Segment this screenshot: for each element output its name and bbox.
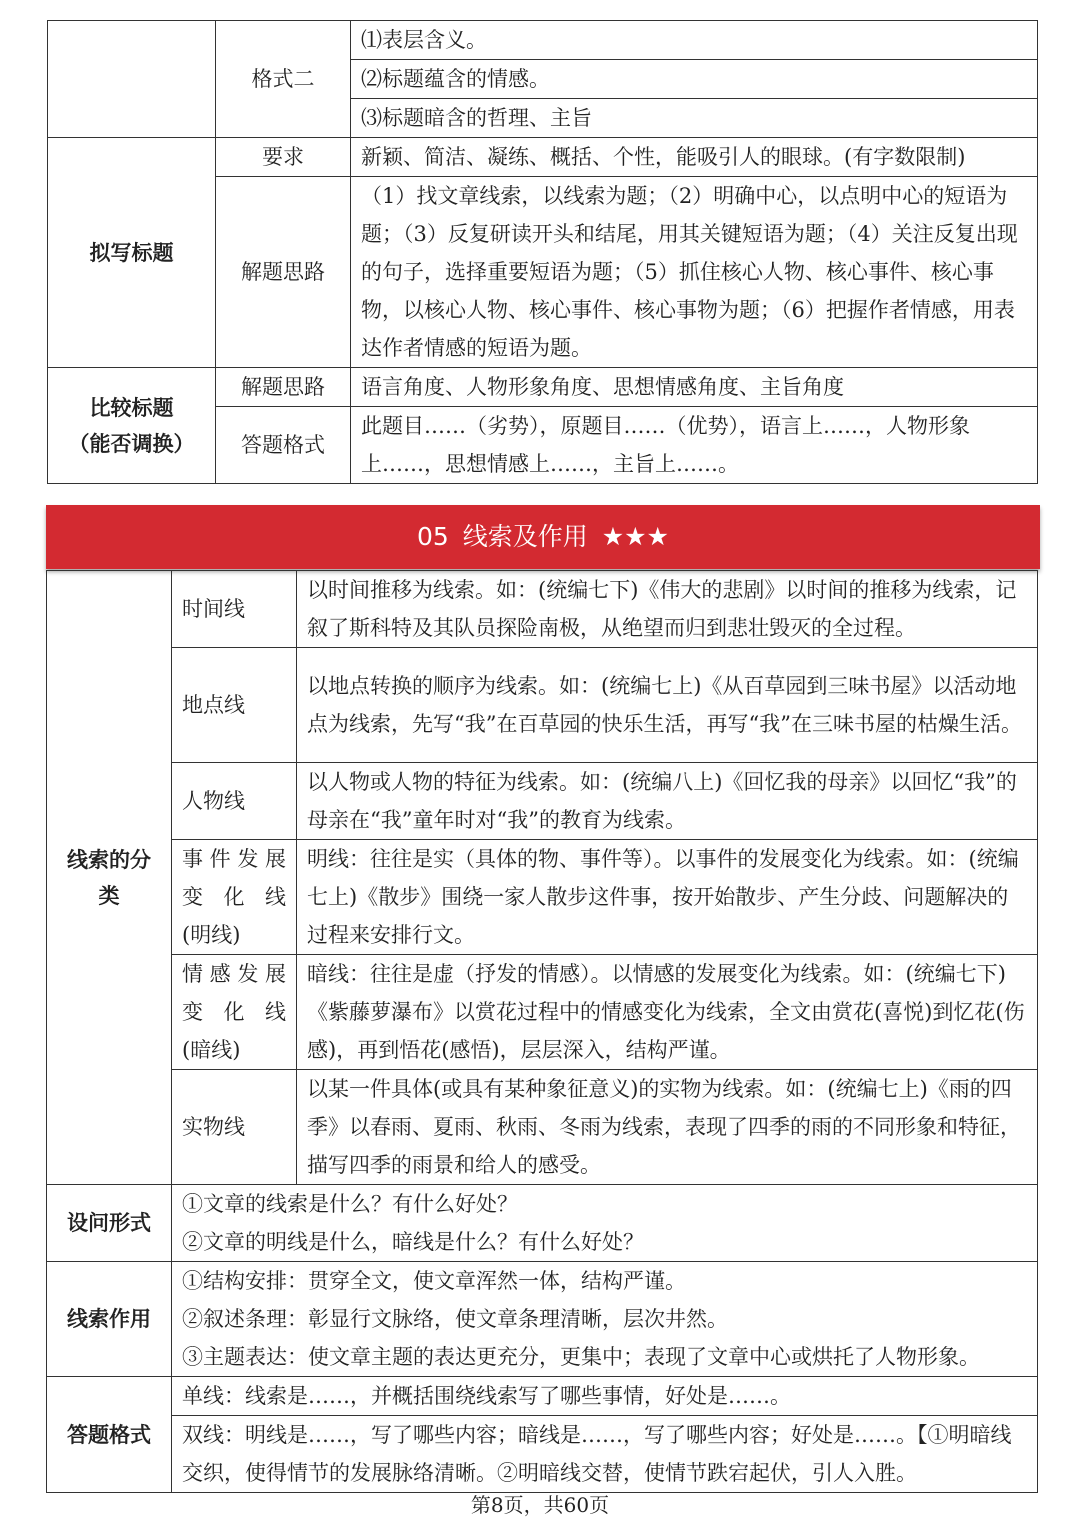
clue-type-text: 明线：往往是实（具体的物、事件等）。以事件的发展变化为线索。如：(统编七上)《散步》围绕一家人散步这件事，按开始散步、产生分歧、问题解决的过程来安排行文。 xyxy=(297,840,1038,955)
clue-function-category: 线索作用 xyxy=(47,1262,172,1377)
format-two-item-3: ⑶标题暗含的哲理、主旨 xyxy=(351,99,1038,138)
requirement-label: 要求 xyxy=(216,138,351,177)
compare-format-label: 答题格式 xyxy=(216,407,351,484)
format-two-item-2: ⑵标题蕴含的情感。 xyxy=(351,60,1038,99)
difficulty-stars-icon: ★★★ xyxy=(601,522,669,551)
clue-type-label: 地点线 xyxy=(172,648,297,763)
clue-type-label-cell xyxy=(172,955,297,1070)
question-form-cell xyxy=(172,1185,1038,1262)
approach-label: 解题思路 xyxy=(216,177,351,368)
clue-type-label: 时间线 xyxy=(172,571,297,648)
requirement-text: 新颖、简洁、凝练、概括、个性，能吸引人的眼球。(有字数限制) xyxy=(351,138,1038,177)
question-form-item: ①文章的线索是什么？有什么好处？ xyxy=(182,1192,518,1216)
format-two-item-1: ⑴表层含义。 xyxy=(351,21,1038,60)
clue-type-label-line-3: (暗线) xyxy=(182,1038,241,1062)
question-form-item: ②文章的明线是什么，暗线是什么？有什么好处？ xyxy=(182,1230,644,1254)
clue-type-label-line-2: 变化线 xyxy=(182,1000,286,1024)
clue-table xyxy=(46,570,1038,1493)
section-banner xyxy=(46,505,1040,569)
clue-type-label: 实物线 xyxy=(172,1070,297,1185)
compare-approach-label: 解题思路 xyxy=(216,368,351,407)
clue-classification-category: 线索的分类 xyxy=(47,571,172,1185)
compare-title-sublabel: （能否调换） xyxy=(68,431,195,456)
single-clue-format: 单线：线索是……，并概括围绕线索写了哪些事情，好处是……。 xyxy=(172,1377,1038,1416)
clue-type-label-line-2: 变化线 xyxy=(182,885,286,909)
compare-title-label: 比较标题 xyxy=(89,395,174,420)
compare-approach-text: 语言角度、人物形象角度、思想情感角度、主旨角度 xyxy=(351,368,1038,407)
blank-category-cell xyxy=(48,21,216,138)
clue-type-text: 以地点转换的顺序为线索。如：(统编七上)《从百草园到三味书屋》以活动地点为线索，先写“我”在百草园的快乐生活，再写“我”在三味书屋的枯燥生活。 xyxy=(297,648,1038,763)
approach-text: （1）找文章线索，以线索为题；（2）明确中心，以点明中心的短语为题；（3）反复研读开头和结尾，用其关键短语为题；（4）关注反复出现的句子，选择重要短语为题；（5）抓住核心人物、核心事件、核心事物，以核心人物、核心事件、核心事物为题；（6）把握作者情感，用表达作者情感的短语为题。 xyxy=(351,177,1038,368)
double-clue-format: 双线：明线是……，写了哪些内容；暗线是……，写了哪些内容；好处是……。【①明暗线交织，使得情节的发展脉络清晰。②明暗线交替，使情节跌宕起伏，引人入胜。 xyxy=(172,1416,1038,1493)
compare-format-text: 此题目……（劣势），原题目……（优势），语言上……，人物形象上……，思想情感上……，主旨上……。 xyxy=(351,407,1038,484)
answer-format-category: 答题格式 xyxy=(47,1377,172,1493)
clue-function-item: ②叙述条理：彰显行文脉络，使文章条理清晰，层次井然。 xyxy=(182,1307,728,1331)
clue-type-label-cell xyxy=(172,840,297,955)
clue-type-text: 以人物或人物的特征为线索。如：(统编八上)《回忆我的母亲》以回忆“我”的母亲在“我”童年时对“我”的教育为线索。 xyxy=(297,763,1038,840)
clue-type-text: 以时间推移为线索。如：(统编七下)《伟大的悲剧》以时间的推移为线索，记叙了斯科特及其队员探险南极，从绝望而归到悲壮毁灭的全过程。 xyxy=(297,571,1038,648)
clue-type-text: 以某一件具体(或具有某种象征意义)的实物为线索。如：(统编七上)《雨的四季》以春雨、夏雨、秋雨、冬雨为线索，表现了四季的雨的不同形象和特征，描写四季的雨景和给人的感受。 xyxy=(297,1070,1038,1185)
compare-title-category xyxy=(48,368,216,484)
format-two-label: 格式二 xyxy=(216,21,351,138)
clue-type-label-line-1: 事件发展 xyxy=(182,847,286,871)
question-form-category: 设问形式 xyxy=(47,1185,172,1262)
section-title: 线索及作用 xyxy=(462,522,588,551)
clue-type-text: 暗线：往往是虚（抒发的情感）。以情感的发展变化为线索。如：(统编七下)《紫藤萝瀑布》以赏花过程中的情感变化为线索，全文由赏花(喜悦)到忆花(伤感)，再到悟花(感悟)，层层深入，结构严谨。 xyxy=(297,955,1038,1070)
page-number: 第8页，共60页 xyxy=(470,1493,610,1517)
title-writing-table xyxy=(47,20,1038,484)
section-number: 05 xyxy=(417,522,449,551)
clue-function-item: ①结构安排：贯穿全文，使文章浑然一体，结构严谨。 xyxy=(182,1269,686,1293)
clue-type-label: 人物线 xyxy=(172,763,297,840)
clue-function-item: ③主题表达：使文章主题的表达更充分，更集中；表现了文章中心或烘托了人物形象。 xyxy=(182,1345,980,1369)
clue-type-label-line-1: 情感发展 xyxy=(182,962,286,986)
clue-function-cell xyxy=(172,1262,1038,1377)
clue-type-label-line-3: (明线) xyxy=(182,923,241,947)
write-title-category: 拟写标题 xyxy=(48,138,216,368)
